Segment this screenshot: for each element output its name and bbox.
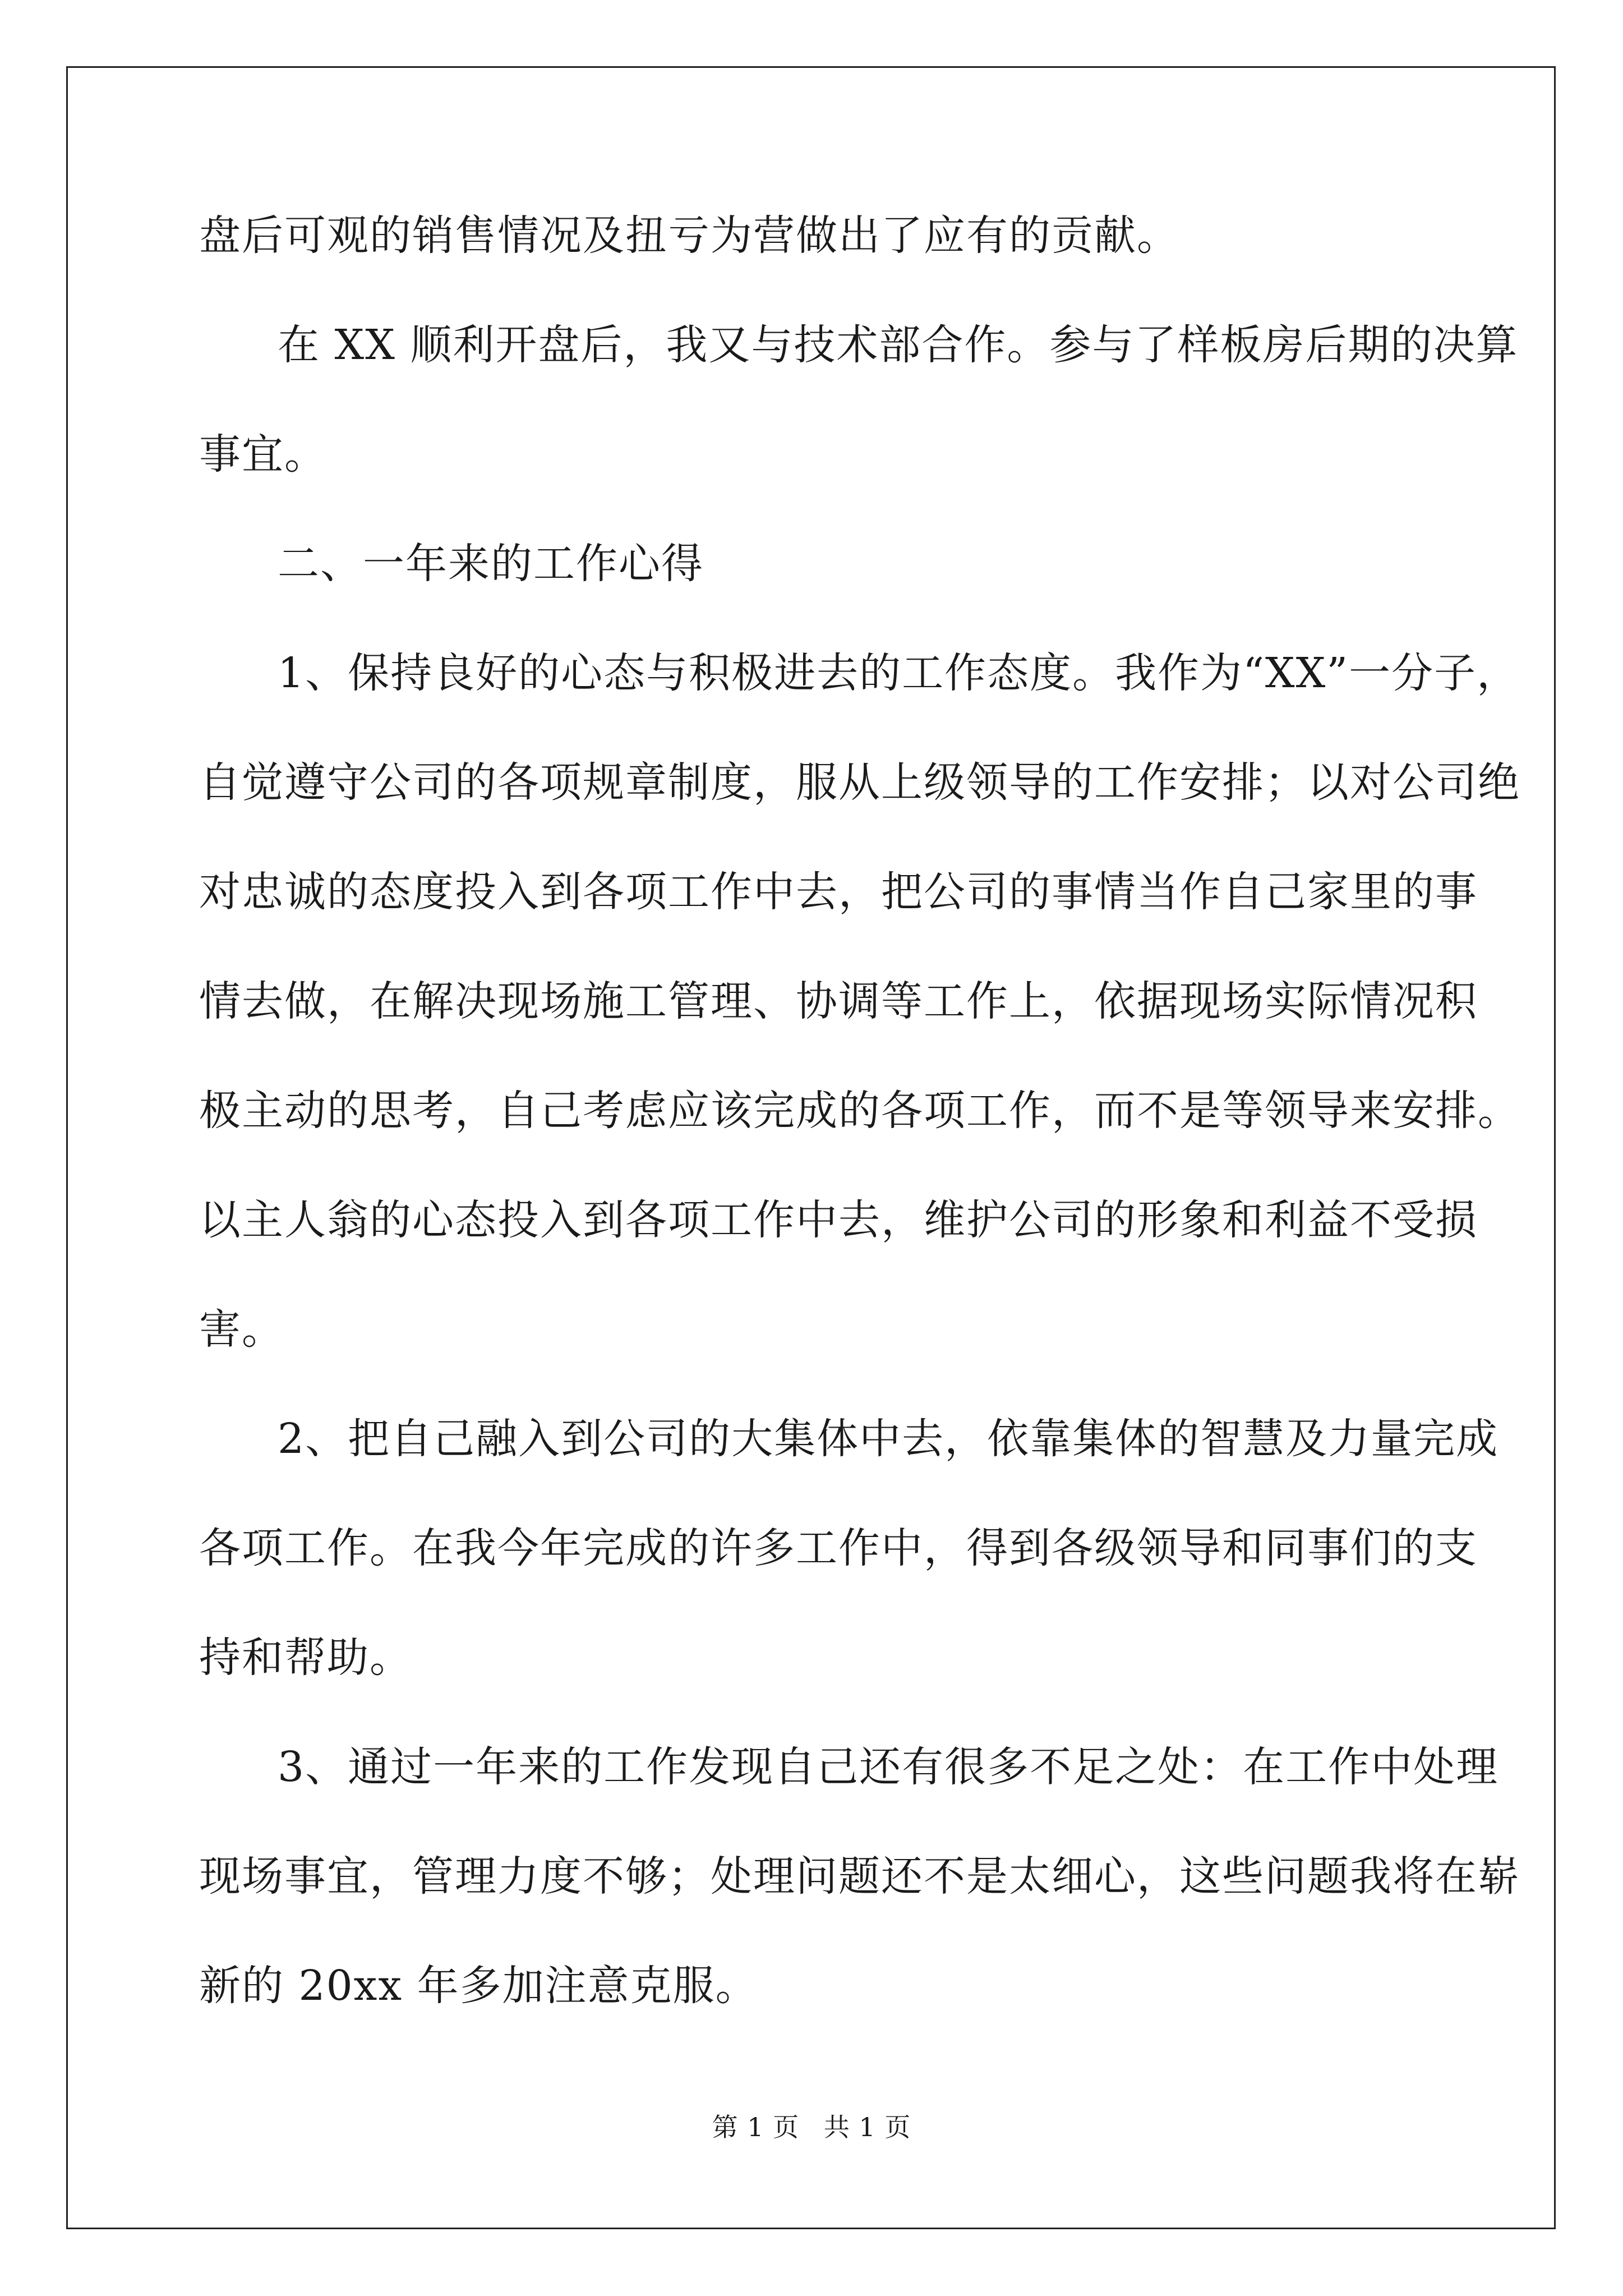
text-line: 持和帮助。 — [199, 1634, 412, 1682]
text-line: 现场事宜，管理力度不够；处理问题还不是太细心，这些问题我将在崭 — [199, 1852, 1520, 1901]
text-line: 盘后可观的销售情况及扭亏为营做出了应有的贡献。 — [199, 211, 1179, 260]
text-line: 事宜。 — [199, 430, 327, 478]
text-line: 情去做，在解决现场施工管理、协调等工作上，依据现场实际情况积 — [199, 977, 1478, 1025]
page-number: 第 1 页 — [712, 2112, 800, 2142]
text-line: 害。 — [199, 1305, 284, 1354]
paragraph-line: 2、把自己融入到公司的大集体中去，依靠集体的智慧及力量完成 — [278, 1415, 1499, 1463]
page-footer — [0, 2110, 1623, 2144]
text-line: 对忠诚的态度投入到各项工作中去，把公司的事情当作自己家里的事 — [199, 868, 1478, 916]
paragraph-line: 1、保持良好的心态与积极进去的工作态度。我作为“XX”一分子， — [278, 649, 1520, 697]
page-border — [66, 66, 1556, 2229]
text-line: 新的 20xx 年多加注意克服。 — [199, 1962, 758, 2010]
paragraph-line: 在 XX 顺利开盘后，我又与技术部合作。参与了样板房后期的决算 — [278, 321, 1519, 369]
text-line: 各项工作。在我今年完成的许多工作中，得到各级领导和同事们的支 — [199, 1524, 1478, 1572]
section-heading: 二、一年来的工作心得 — [278, 540, 704, 588]
text-line: 极主动的思考，自己考虑应该完成的各项工作，而不是等领导来安排。 — [199, 1087, 1520, 1135]
text-line: 以主人翁的心态投入到各项工作中去，维护公司的形象和利益不受损 — [199, 1196, 1478, 1244]
page-total: 共 1 页 — [823, 2112, 911, 2142]
paragraph-line: 3、通过一年来的工作发现自己还有很多不足之处：在工作中处理 — [278, 1743, 1499, 1791]
text-line: 自觉遵守公司的各项规章制度，服从上级领导的工作安排；以对公司绝 — [199, 758, 1520, 807]
